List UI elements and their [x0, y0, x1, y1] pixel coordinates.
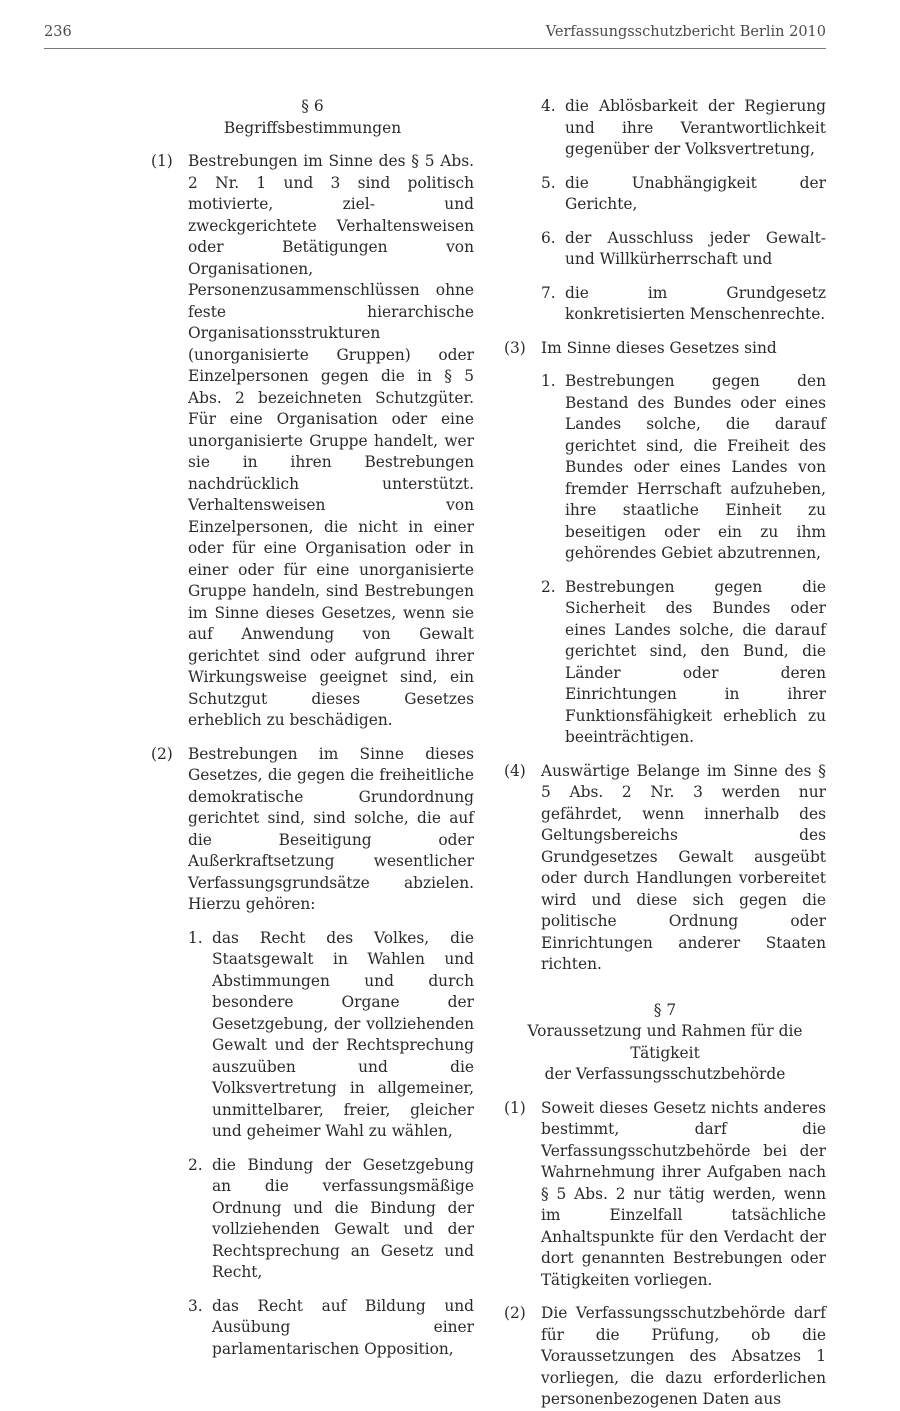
section-7-number: § 7 [653, 1000, 677, 1019]
list-item-text: die Unabhängigkeit der Gerichte, [565, 173, 826, 213]
list-item-number: 6. [541, 228, 556, 247]
left-column [151, 96, 474, 1360]
page-header [44, 20, 826, 49]
list-item [541, 371, 826, 565]
section-6-heading [151, 96, 474, 139]
running-title: Verfassungsschutzbericht Berlin 2010 [545, 24, 826, 40]
list-item-text: die Bindung der Gesetzgebung an die verfassungsmäßige Ordnung und die Bindung der vollziehenden Gewalt und der Rechtsprechung an Gesetz und Recht, [212, 1155, 474, 1281]
paragraph-3-list [541, 371, 826, 749]
paragraph-mark: (1) [504, 1098, 526, 1117]
list-item-number: 4. [541, 97, 556, 115]
list-item [541, 96, 826, 161]
page-number: 236 [44, 24, 72, 40]
paragraph-2-list-continued [541, 96, 826, 326]
list-item [188, 1155, 474, 1284]
paragraph-4 [504, 761, 826, 976]
list-item-text: der Ausschluss jeder Gewalt- und Willkürherrschaft und [565, 228, 826, 268]
list-item-number: 5. [541, 173, 556, 192]
paragraph-mark: (3) [504, 338, 526, 357]
paragraph-2-list [188, 928, 474, 1361]
list-item [188, 1296, 474, 1361]
list-item-text: Bestrebungen gegen den Bestand des Bundes oder eines Landes solche, die darauf gerichtet sind, die Freiheit des Bundes oder eines Landes von fremder Herrschaft aufzuheben, ihre staatliche Einheit zu beseitigen oder ein zu ihm gehörendes Gebiet abzutrennen, [565, 372, 826, 562]
list-item [188, 928, 474, 1143]
list-item [541, 577, 826, 749]
list-item-text: das Recht auf Bildung und Ausübung einer parlamentarischen Opposition, [212, 1296, 474, 1358]
paragraph-text: Im Sinne dieses Gesetzes sind [541, 338, 777, 357]
paragraph-mark: (2) [151, 744, 173, 763]
section-7-paragraph-1 [504, 1098, 826, 1292]
list-item [541, 228, 826, 271]
section-7-title-line-1: Voraussetzung und Rahmen für die Tätigkeit [527, 1022, 803, 1062]
section-6-title: Begriffsbestimmungen [223, 118, 402, 137]
list-item-number: 7. [541, 283, 556, 302]
list-item-number: 2. [188, 1155, 203, 1174]
section-7-title-line-2: der Verfassungsschutzbehörde [544, 1065, 786, 1083]
list-item [541, 173, 826, 216]
paragraph-1 [151, 151, 474, 732]
right-column [504, 96, 826, 1411]
paragraph-text: Soweit dieses Gesetz nichts anderes bestimmt, darf die Verfassungsschutzbehörde bei der Wahrnehmung ihrer Aufgaben nach § 5 Abs. 2 nur tätig werden, wenn im Einzelfall tatsächliche Anhaltspunkte für den Verdacht der dort genannten Bestrebungen oder Tätigkeiten vorliegen. [541, 1098, 826, 1289]
section-7-paragraph-2 [504, 1303, 826, 1411]
list-item-text: die Ablösbarkeit der Regierung und ihre Verantwortlichkeit gegenüber der Volksvertretung, [565, 97, 826, 158]
paragraph-text: Auswärtige Belange im Sinne des § 5 Abs. 2 Nr. 3 werden nur gefährdet, wenn innerhalb des Geltungsbereichs des Grundgesetzes Gewalt ausgeübt oder durch Handlungen vorbereitet wird und diese sich gegen die politische Ordnung oder Einrichtungen anderer Staaten richten. [541, 761, 826, 973]
list-item [541, 283, 826, 326]
list-item-number: 3. [188, 1296, 203, 1315]
paragraph-mark: (2) [504, 1304, 526, 1322]
list-item-text: die im Grundgesetz konkretisierten Menschenrechte. [565, 283, 826, 323]
list-item-number: 1. [541, 372, 556, 390]
paragraph-text: Die Verfassungsschutzbehörde darf für die Prüfung, ob die Voraussetzungen des Absatzes 1 vorliegen, die dazu erforderlichen personenbezogenen Daten aus [541, 1304, 826, 1408]
section-7-heading [504, 1000, 826, 1086]
paragraph-2 [151, 744, 474, 916]
list-item-text: das Recht des Volkes, die Staatsgewalt in Wahlen und Abstimmungen und durch besondere Organe der Gesetzgebung, der vollziehenden Gewalt und der Rechtsprechung auszuüben und die Volksvertretung in allgemeiner, unmittelbarer, freier, gleicher und geheimer Wahl zu wählen, [212, 928, 474, 1140]
paragraph-text: Bestrebungen im Sinne des § 5 Abs. 2 Nr. 1 und 3 sind politisch motivierte, ziel- und zweckgerichtete Verhaltensweisen oder Betätigungen von Organisationen, Personenzusammenschlüssen ohne feste hierarchische Organisationsstrukturen (unorganisierte Gruppen) oder Einzelpersonen gegen die in § 5 Abs. 2 bezeichneten Schutzgüter. Für eine Organisation oder eine unorganisierte Gruppe handelt, wer sie in ihren Bestrebungen nachdrücklich unterstützt. Verhaltensweisen von Einzelpersonen, die nicht in einer oder für eine Organisation oder in einer oder für eine unorganisierte Gruppe handeln, sind Bestrebungen im Sinne dieses Gesetzes, wenn sie auf Anwendung von Gewalt gerichtet sind oder aufgrund ihrer Wirkungsweise geeignet sind, ein Schutzgut dieses Gesetzes erheblich zu beschädigen. [188, 152, 474, 729]
paragraph-mark: (4) [504, 761, 526, 780]
paragraph-text: Bestrebungen im Sinne dieses Gesetzes, die gegen die freiheitliche demokratische Grundordnung gerichtet sind, sind solche, die auf die Beseitigung oder Außerkraftsetzung wesentlicher Verfassungsgrundsätze abzielen. Hierzu gehören: [188, 744, 474, 913]
section-6-number: § 6 [301, 97, 324, 115]
list-item-text: Bestrebungen gegen die Sicherheit des Bundes oder eines Landes solche, die darauf gerichtet sind, den Bund, die Länder oder deren Einrichtungen in ihrer Funktionsfähigkeit erheblich zu beeinträchtigen. [565, 577, 826, 746]
list-item-number: 2. [541, 577, 556, 596]
paragraph-mark: (1) [151, 152, 173, 170]
list-item-number: 1. [188, 928, 203, 947]
paragraph-3 [504, 338, 826, 360]
